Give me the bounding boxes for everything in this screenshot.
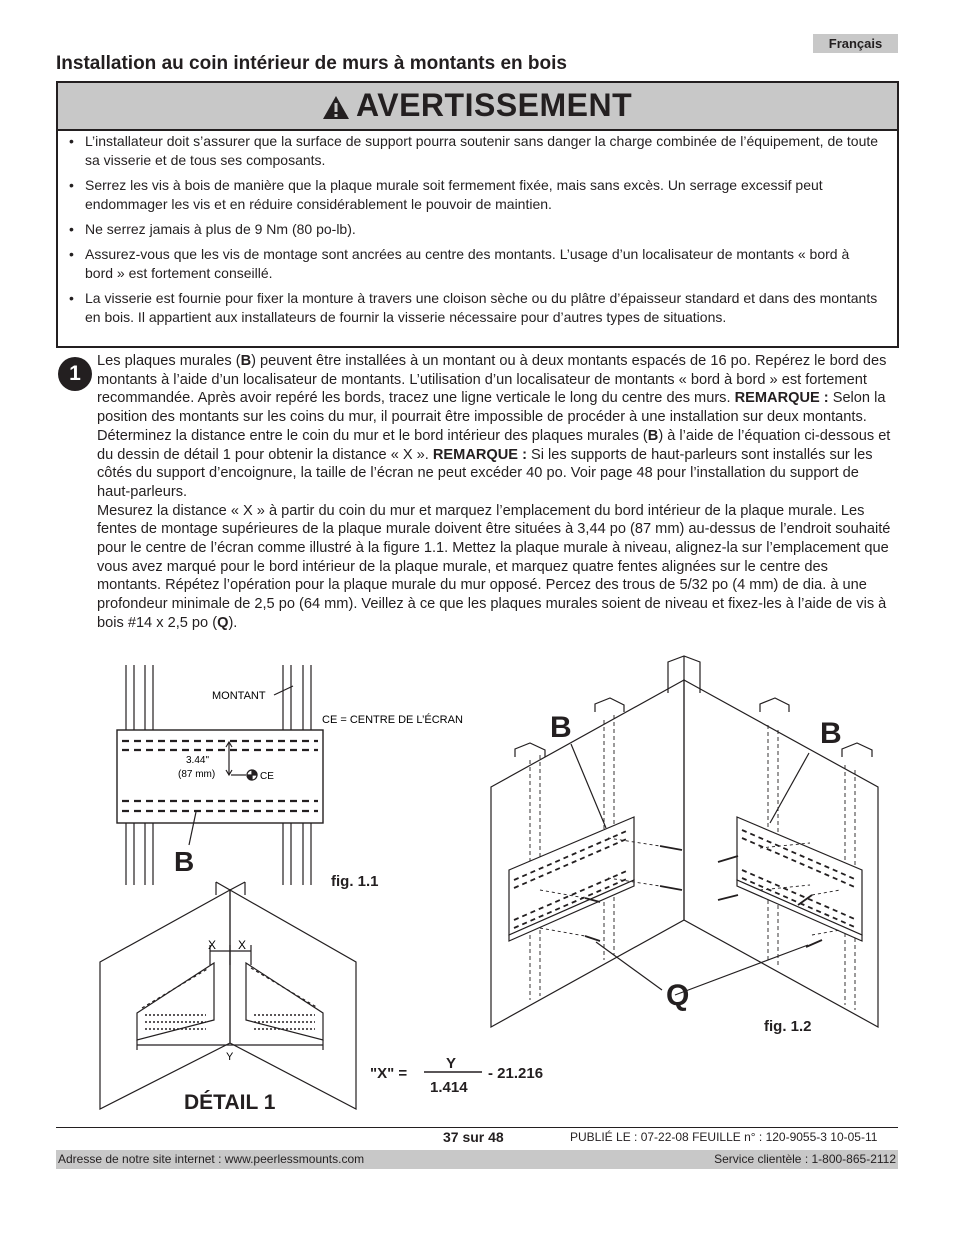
part-b-label: B (174, 846, 195, 877)
publication-info: PUBLIÉ LE : 07-22-08 FEUILLE n° : 120-9055-3 10-05-11 (570, 1130, 878, 1144)
warning-item: • L’installateur doit s’assurer que la surface de support pourra soutenir sans danger la charge combinée de l’équipement, de toute sa visserie et de tous ses composants. (69, 133, 879, 168)
warning-item: • La visserie est fournie pour fixer la monture à travers une cloison sèche ou du plâtre d’épaisseur standard et dans des montants en bois. Il appartient aux installateurs de fournir la visserie nécessaire pour d’autres types de situations. (69, 290, 878, 325)
detail-y: Y (226, 1051, 234, 1063)
footer-rule (56, 1127, 898, 1128)
step-paragraph-2: Déterminez la distance entre le coin du mur et le bord intérieur des plaques murales (B) à l’aide de l’équation ci-dessous et du dessin de détail 1 pour obtenir la distance « X ». REMARQUE : Si les supports de haut-parleurs sont installés sur les côtés du support d’encoignure, la taille de l’écran ne peut excéder 40 po. Voir page 48 pour l’installation du support de haut-parleurs. (97, 427, 891, 500)
stud-label: MONTANT (212, 690, 266, 702)
step-instructions (97, 352, 892, 633)
step-number: 1 (58, 357, 92, 391)
detail-1-drawing (100, 882, 356, 1109)
detail-x-right: X (238, 938, 247, 952)
step-paragraph-3: Mesurez la distance « X » à partir du coin du mur et marquez l’emplacement du bord intérieur de la plaque murale. Les fentes de montage supérieures de la plaque murale doivent être situées à 3,44 po (87 mm) au-dessus de l’endroit souhaité pour le centre de l’écran comme illustré à la figure 1.1. Mettez la plaque murale à niveau, alignez-la sur l’emplacement que vous avez marqué pour le bord intérieur de la plaque murale, et marquez quatre fentes alignées sur le centre des montants. Répétez l’opération pour la plaque murale du mur opposé. Percez des trous de 5/32 po (4 mm) de dia. à une profondeur minimale de 2,5 po (64 mm). Veillez à ce que les plaques murales soient de niveau et fixez-les à l’aide de vis à bois #14 x 2,5 po (Q). (97, 502, 891, 631)
ce-legend: CE = CENTRE DE L’ÉCRAN (322, 714, 463, 726)
equation-lhs: "X" = (370, 1065, 408, 1082)
fig-1-2-caption: fig. 1.2 (764, 1018, 812, 1035)
warning-title: AVERTISSEMENT (356, 87, 633, 123)
website-text: Adresse de notre site internet : www.peerlessmounts.com (58, 1152, 365, 1166)
warning-item: • Serrez les vis à bois de manière que la plaque murale soit fermement fixée, mais sans excès. Un serrage excessif peut endommager les vis et en réduire considérablement le pouvoir de maintien. (69, 177, 823, 212)
warning-triangle-icon (322, 95, 350, 120)
dimension-inches: 3.44" (186, 755, 210, 766)
equation-denominator: 1.414 (430, 1079, 468, 1096)
warning-header (58, 83, 897, 131)
part-b-left-label: B (550, 711, 572, 744)
warning-item: • Assurez-vous que les vis de montage sont ancrées au centre des montants. L’usage d’un localisateur de montants « bord à bord » est fortement conseillé. (69, 246, 850, 281)
ce-marker-label: CE (260, 771, 274, 782)
equation-rest: - 21.216 (488, 1065, 544, 1082)
detail-1-caption: DÉTAIL 1 (184, 1091, 276, 1114)
warning-item: • Ne serrez jamais à plus de 9 Nm (80 po-lb). (69, 221, 356, 237)
part-b-right-label: B (820, 717, 842, 750)
part-q-label: Q (666, 979, 690, 1012)
customer-service-text: Service clientèle : 1-800-865-2112 (714, 1152, 896, 1166)
installation-figures (0, 650, 954, 1130)
dimension-mm: (87 mm) (178, 769, 216, 780)
warning-box (56, 81, 899, 348)
language-tab: Français (813, 34, 898, 53)
detail-x-left: X (208, 938, 217, 952)
page-title: Installation au coin intérieur de murs à montants en bois (56, 53, 567, 74)
equation-numerator: Y (446, 1055, 457, 1072)
fig-1-1-caption: fig. 1.1 (331, 873, 379, 890)
page-number: 37 sur 48 (443, 1129, 504, 1145)
step-paragraph-1: Les plaques murales (B) peuvent être installées à un montant ou à deux montants espacés de 16 po. Repérez le bord des montants à l’aide d’un localisateur de montants. L’utilisation d’un localisateur de montants « bord à bord » est fortement recommandée. Après avoir repéré les bords, tracez une ligne verticale le long du centre des murs. REMARQUE : Selon la position des montants sur les coins du mur, il pourrait être impossible de procéder à une installation sur deux montants. (97, 353, 887, 426)
